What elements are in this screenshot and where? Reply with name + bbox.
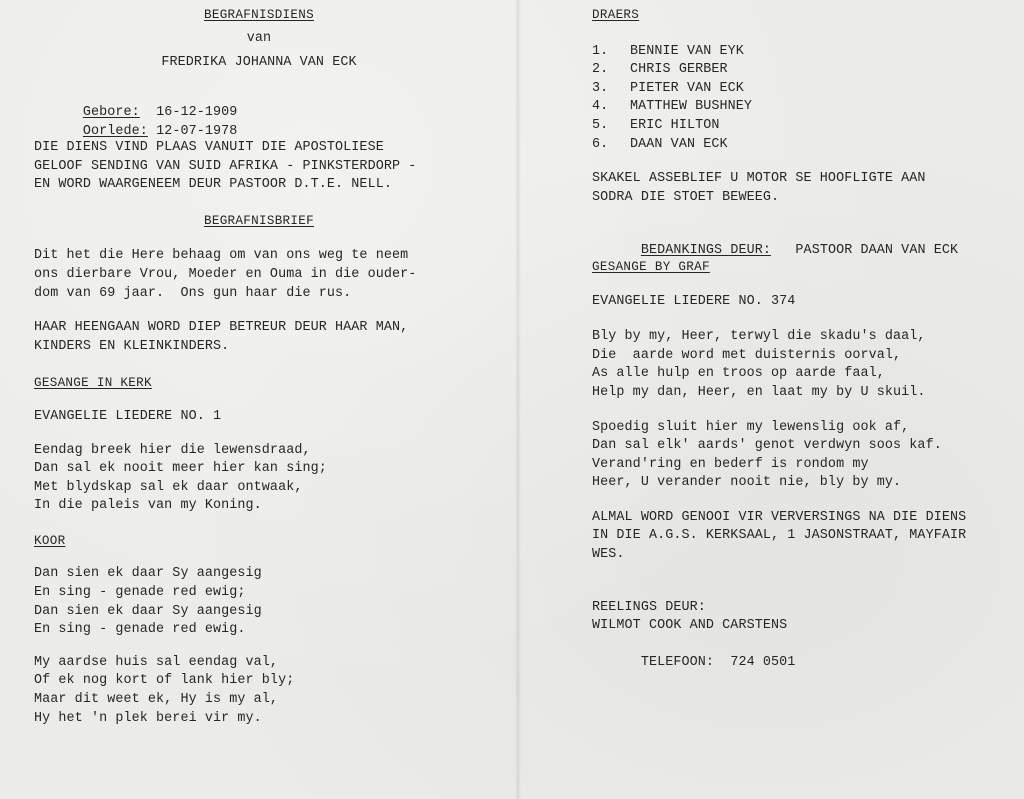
verse-line: Maar dit weet ek, Hy is my al, xyxy=(34,692,279,708)
mourn-line: KINDERS EN KLEINKINDERS. xyxy=(34,338,230,354)
bearer-item: 6. DAAN VAN ECK xyxy=(592,136,728,152)
chorus-line: Dan sien ek daar Sy aangesig xyxy=(34,566,262,582)
verse-line: Die aarde word met duisternis oorval, xyxy=(592,347,902,363)
headlights-line: SKAKEL ASSEBLIEF U MOTOR SE HOOFLIGTE AAN xyxy=(592,171,926,187)
letter-line: Dit het die Here behaag om van ons weg te neem xyxy=(34,248,409,264)
song-title: EVANGELIE LIEDERE NO. 374 xyxy=(592,293,796,309)
born-label: Gebore: xyxy=(82,105,140,121)
verse-line: As alle hulp en troos op aarde faal, xyxy=(592,366,885,382)
refresh-line: IN DIE A.G.S. KERKSAAL, 1 JASONSTRAAT, MAYFAIR xyxy=(592,528,967,544)
verse-line: Dan sal ek nooit meer hier kan sing; xyxy=(34,461,327,477)
headlights-line: SODRA DIE STOET BEWEEG. xyxy=(592,189,780,205)
verse-line: Of ek nog kort of lank hier bly; xyxy=(34,673,295,689)
died-label: Oorlede: xyxy=(82,123,148,139)
phone-value: 724 0501 xyxy=(730,655,796,671)
song-title: EVANGELIE LIEDERE NO. 1 xyxy=(34,408,222,424)
arrangements-label: REELINGS DEUR: xyxy=(592,599,706,615)
van-label: van xyxy=(246,30,272,46)
chorus-line: Dan sien ek daar Sy aangesig xyxy=(34,603,262,619)
service-line: EN WORD WAARGENEEM DEUR PASTOOR D.T.E. NELL. xyxy=(34,177,392,193)
left-column xyxy=(34,0,484,728)
right-column xyxy=(592,0,1017,671)
bearer-item: 4. MATTHEW BUSHNEY xyxy=(592,99,753,115)
born-date: 16-12-1909 xyxy=(156,105,238,121)
program-title: BEGRAFNISDIENS xyxy=(203,8,314,22)
chorus-line: En sing - genade red ewig. xyxy=(34,622,246,638)
service-line: GELOOF SENDING VAN SUID AFRIKA - PINKSTERDORP - xyxy=(34,158,417,174)
verse-line: Heer, U verander nooit nie, bly by my. xyxy=(592,475,902,491)
page-fold xyxy=(515,0,521,799)
letter-heading: BEGRAFNISBRIEF xyxy=(203,213,314,228)
deceased-name: FREDRIKA JOHANNA VAN ECK xyxy=(161,55,357,71)
letter-line: ons dierbare Vrou, Moeder en Ouma in die ouder- xyxy=(34,266,417,282)
thanks-value: PASTOOR DAAN VAN ECK xyxy=(795,242,959,258)
bearer-item: 3. PIETER VAN ECK xyxy=(592,80,744,96)
verse-line: In die paleis van my Koning. xyxy=(34,498,262,514)
thanks-label: BEDANKINGS DEUR: xyxy=(640,242,771,258)
mourn-line: HAAR HEENGAAN WORD DIEP BETREUR DEUR HAAR MAN, xyxy=(34,320,409,336)
thanks-row xyxy=(592,223,1017,258)
verse-line: Verand'ring en bederf is rondom my xyxy=(592,456,869,472)
phone-label: TELEFOON: xyxy=(640,655,715,671)
chorus-line: En sing - genade red ewig; xyxy=(34,585,246,601)
bearer-item: 2. CHRIS GERBER xyxy=(592,62,728,78)
grave-songs-heading: GESANGE BY GRAF xyxy=(592,259,710,274)
service-line: DIE DIENS VIND PLAAS VANUIT DIE APOSTOLIESE xyxy=(34,139,384,155)
phone-row xyxy=(592,636,1017,671)
verse-line: Help my dan, Heer, en laat my by U skuil. xyxy=(592,384,926,400)
verse-line: Dan sal elk' aards' genot verdwyn soos kaf. xyxy=(592,438,942,454)
bearers-list xyxy=(592,43,1017,155)
verse-line: Bly by my, Heer, terwyl die skadu's daal, xyxy=(592,329,926,345)
bearer-item: 1. BENNIE VAN EYK xyxy=(592,43,744,59)
born-row xyxy=(34,86,484,121)
church-songs-heading: GESANGE IN KERK xyxy=(34,376,152,391)
letter-line: dom van 69 jaar. Ons gun haar die rus. xyxy=(34,285,352,301)
arrangements-company: WILMOT COOK AND CARSTENS xyxy=(592,618,788,634)
bearers-heading: DRAERS xyxy=(592,8,640,22)
verse-line: Hy het 'n plek berei vir my. xyxy=(34,710,262,726)
chorus-heading: KOOR xyxy=(34,533,66,548)
refresh-line: WES. xyxy=(592,547,625,563)
verse-line: Met blydskap sal ek daar ontwaak, xyxy=(34,479,303,495)
refresh-line: ALMAL WORD GENOOI VIR VERVERSINGS NA DIE DIENS xyxy=(592,509,967,525)
bearer-item: 5. ERIC HILTON xyxy=(592,117,720,133)
died-date: 12-07-1978 xyxy=(156,123,238,139)
verse-line: My aardse huis sal eendag val, xyxy=(34,654,279,670)
verse-line: Spoedig sluit hier my lewenslig ook af, xyxy=(592,419,910,435)
verse-line: Eendag breek hier die lewensdraad, xyxy=(34,442,311,458)
